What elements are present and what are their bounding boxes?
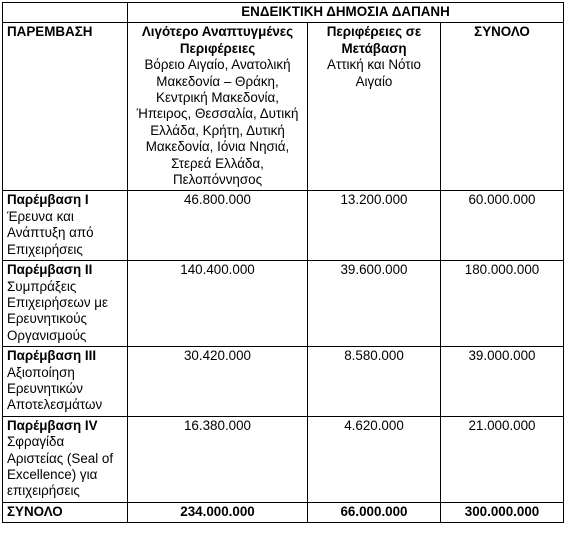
intervention-cell (3, 347, 128, 417)
intervention-name: Παρέμβαση ΙΙΙ (7, 348, 97, 364)
transition-value: 4.620.000 (308, 416, 441, 502)
intervention-name: Παρέμβαση Ι (7, 192, 89, 208)
intervention-description: Αξιοποίηση Ερευνητικών Αποτελεσμάτων (7, 364, 103, 413)
group-header-row (3, 3, 564, 23)
header-intervention (3, 23, 128, 191)
transition-value: 39.600.000 (308, 261, 441, 347)
total-value: 39.000.000 (441, 347, 564, 417)
less-developed-value: 140.400.000 (128, 261, 308, 347)
header-less-developed-title: Λιγότερο Αναπτυγμένες Περιφέρειες (141, 24, 294, 56)
total-value: 180.000.000 (441, 261, 564, 347)
table-row (3, 347, 564, 417)
less-developed-value: 16.380.000 (128, 416, 308, 502)
table-row (3, 416, 564, 502)
budget-table (2, 2, 564, 523)
empty-corner-cell (3, 3, 128, 23)
intervention-cell (3, 191, 128, 261)
header-transition (308, 23, 441, 191)
less-developed-value: 30.420.000 (128, 347, 308, 417)
total-less-developed: 234.000.000 (128, 502, 308, 522)
table-row (3, 191, 564, 261)
total-overall: 300.000.000 (441, 502, 564, 522)
header-less-developed-regions: Βόρειο Αιγαίο, Ανατολική Μακεδονία – Θράκη, Κεντρική Μακεδονία, Ήπειρος, Θεσσαλία, Δυτική Ελλάδα, Κρήτη, Δυτική Μακεδονία, Ιόνια Νησιά, Στερεά Ελλάδα, Πελοπόννησος (136, 57, 299, 188)
column-header-row (3, 23, 564, 191)
total-row (3, 502, 564, 522)
group-header-cell: ΕΝΔΕΙΚΤΙΚΗ ΔΗΜΟΣΙΑ ΔΑΠΑΝΗ (128, 3, 564, 23)
intervention-name: Παρέμβαση IV (7, 417, 98, 433)
total-value: 21.000.000 (441, 416, 564, 502)
intervention-description: Σφραγίδα Αριστείας (Seal of Excellence) για επιχειρήσεις (7, 434, 114, 499)
intervention-description: Συμπράξεις Επιχειρήσεων με Ερευνητικούς Οργανισμούς (7, 278, 108, 343)
transition-value: 13.200.000 (308, 191, 441, 261)
header-total-label: ΣΥΝΟΛΟ (474, 24, 530, 40)
intervention-name: Παρέμβαση ΙΙ (7, 262, 93, 278)
header-total (441, 23, 564, 191)
total-row-label: ΣΥΝΟΛΟ (3, 502, 128, 522)
header-intervention-label: ΠΑΡΕΜΒΑΣΗ (7, 24, 93, 40)
intervention-cell (3, 261, 128, 347)
header-transition-regions: Αττική και Νότιο Αιγαίο (327, 57, 421, 89)
header-transition-title: Περιφέρειες σε Μετάβαση (326, 24, 422, 56)
table-row (3, 261, 564, 347)
total-transition: 66.000.000 (308, 502, 441, 522)
transition-value: 8.580.000 (308, 347, 441, 417)
intervention-cell (3, 416, 128, 502)
less-developed-value: 46.800.000 (128, 191, 308, 261)
total-value: 60.000.000 (441, 191, 564, 261)
intervention-description: Έρευνα και Ανάπτυξη από Επιχειρήσεις (7, 208, 94, 257)
header-less-developed (128, 23, 308, 191)
